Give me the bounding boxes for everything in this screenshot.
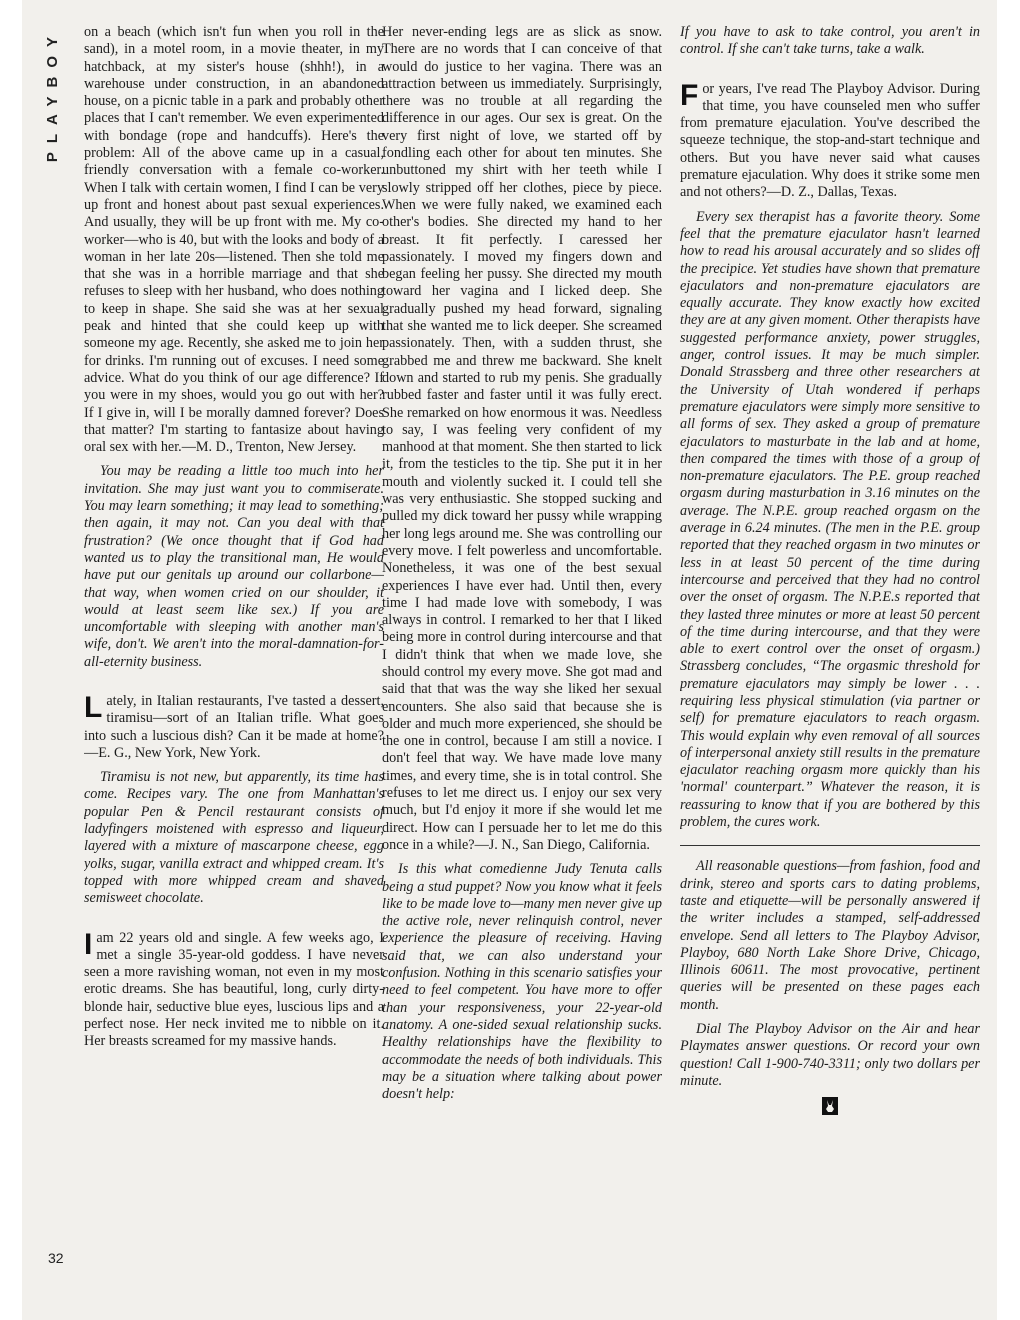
letter-continued: Her never-ending legs are as slick as snow. There are no words that I can conceive of that would do justice to her vagina. There was an attraction between us immediately. Surprisingly, there was no trouble at all regarding the difference in our ages. Our sex is great. On the very first night of love, we started off by fondling each other for about ten minutes. She unbuttoned my shirt with her teeth while I slowly stripped off her clothes, piece by piece. When we were fully naked, we examined each other's bodies. She directed my hand to her breast. It fit perfectly. I caressed her passionately. I moved my fingers down and began feeling her pussy. She directed my mouth toward her vagina and I licked deep. She gradually pushed my head forward, signaling that she wanted me to lick deeper. She screamed passionately. Then, with a sudden thrust, she grabbed me and threw me backward. She knelt down and started to rub my penis. She gradually rubbed faster and faster until it was fully erect. She remarked on how enormous it was. Needless to say, I was feeling very confident of my manhood at that moment. She then started to lick it, from the testicles to the tip. She put it in her mouth and violently sucked it. I could tell she was very enthusiastic. She stopped sucking and pulled my dick toward her pussy while wrapping her long legs around me. She was controlling our every move. I felt powerless and uncomfortable. Nonetheless, it was one of the best sexual experiences I have ever had. Until then, every time I had made love with somebody, I was always in control. I remarked to her that I liked being more in control during intercourse and that I didn't think that when we made love, she should control my every move. She got mad and said that that was the way she liked her sexual encounters. She also said that because she is older and much more experienced, she should be the one in control, because I am still a novice. I don't feel that way. We have made love many times, and every time, she is in total control. She refuses to let me direct us. I enjoy our sex very much, but I'd enjoy it more if she would let me direct. How can I persuade her to let me do this once in a while?—J. N., San Diego, California. xyxy=(382,24,662,853)
submission-notice: All reasonable questions—from fashion, food and drink, stereo and sports cars to dating problems, taste and etiquette—will be personally answered if the writer includes a stamped, self-addressed envelope. Send all letters to The Playboy Advisor, Playboy, 680 North Lake Shore Drive, Chicago, Illinois 60611. The most provocative, pertinent queries will be presented on these pages each month. xyxy=(680,858,980,1013)
letter xyxy=(84,690,384,762)
advisor-answer: You may be reading a little too much into her invitation. She may just want you to commiserate. You may learn something; it may lead to something; then again, it may not. Can you deal with that frustration? (We once thought that if God had wanted us to play the transitional man, He would have put our genitals up around our collarbone—that way, when women cried on our shoulder, it would at least seem like sex.) If you are uncomfortable with sleeping with another man's wife, don't. We aren't into the moral-damnation-for-all-eternity business. xyxy=(84,463,384,670)
phone-promo: Dial The Playboy Advisor on the Air and hear Playmates answer questions. Or record your own question! Call 1-900-740-3311; only two dollars per minute. xyxy=(680,1021,980,1089)
magazine-page xyxy=(22,0,997,1320)
divider xyxy=(680,845,980,846)
column-3 xyxy=(680,24,980,1299)
column-2 xyxy=(382,24,662,1299)
drop-cap: I xyxy=(84,927,93,961)
letter-text: ately, in Italian restaurants, I've tasted a dessert, tiramisu—sort of an Italian trifle. What goes into such a luscious dish? Can it be made at home?—E. G., New York, New York. xyxy=(84,692,384,761)
page-number: 32 xyxy=(48,1250,64,1266)
column-1 xyxy=(84,24,384,1299)
advisor-answer: Tiramisu is not new, but apparently, its time has come. Recipes vary. The one from Manhattan's popular Pen & Pencil restaurant consists of ladyfingers moistened with espresso and liqueur, layered with a mixture of mascarpone cheese, egg yolks, sugar, vanilla extract and whipped cream. It's topped with more whipped cream and shaved semisweet chocolate. xyxy=(84,769,384,907)
advisor-answer-continued: If you have to ask to take control, you aren't in control. If she can't take turns, take a walk. xyxy=(680,24,980,58)
rabbit-head-icon xyxy=(822,1097,838,1115)
letter xyxy=(680,78,980,202)
drop-cap: F xyxy=(680,78,699,112)
advisor-answer: Is this what comedienne Judy Tenuta calls being a stud puppet? Now you know what it feels like to be made love to—many men never give up the active role, never relinquish control, never experience the pleasure of receiving. Having said that, we can also understand your confusion. Nothing in this scenario satisfies your need to feel competent. You have more to offer than your responsiveness, your 22-year-old anatomy. A one-sided sexual relationship sucks. Healthy relationships have the flexibility to accommodate the needs of both individuals. This may be a situation where talking about power doesn't help: xyxy=(382,861,662,1103)
advisor-answer: Every sex therapist has a favorite theory. Some feel that the premature ejaculator hasn't learned how to read his arousal accurately and so slides off the precipice. Yet studies have shown that premature ejaculators and non-premature ejaculators are equally accurate. They know exactly how excited they are at any given moment. Other therapists have suggested performance anxiety, power struggles, anger, control issues. It may be much simpler. Donald Strassberg and three other researchers at the University of Utah wondered if perhaps premature ejaculators were simply more sensitive to all forms of sex. They asked a group of premature ejaculators to masturbate in the lab and at home, then compared the times with those of a group of non-premature ejaculators. The P.E. group reached orgasm during masturbation in 3.16 minutes on the average. The N.P.E. group reached orgasm on the average in 6.24 minutes. (The men in the P.E. group reported that they reached orgasm in two minutes or less in at least 50 percent of the time during intercourse and perceived that they had no control over the onset of orgasm. The N.P.E.s reported that they lasted three minutes or more at least 50 percent of the time during intercourse, and that they were able to exert control over the onset of orgasm.) Strassberg concludes, “The orgasmic threshold for premature ejaculators may simply be lower . . . requiring less physical stimulation (via partner or self) for premature ejaculators to reach orgasm. This would explain why even removal of all sources of interpersonal anxiety still results in the premature ejaculator reaching orgasm more quickly than his 'normal' counterpart.” Whatever the reason, it is reassuring to know that if you are bothered by this problem, the cures work. xyxy=(680,208,980,831)
magazine-name: PLAYBOY xyxy=(44,28,61,163)
letter xyxy=(84,927,384,1051)
letter-text: am 22 years old and single. A few weeks ago, I met a single 35-year-old goddess. I have never seen a more ravishing woman, not even in my most erotic dreams. She has beautiful, long, curly dirty-blonde hair, seductive blue eyes, luscious lips and a perfect nose. Her neck invited me to nibble on it. Her breasts screamed for my massive hands. xyxy=(84,929,384,1050)
letter-continued: on a beach (which isn't fun when you roll in the sand), in a motel room, in a movie theater, in my hatchback, at my sister's house (shhh!), in a warehouse under construction, in an abandoned house, on a picnic table in a park and probably other places that I can't remember. We even experimented with bondage (rope and handcuffs). Here's the problem: All of the above came up in a casual, friendly conversation with a female co-worker. When I talk with certain women, I find I can be very up front and honest about past sexual experiences. And usually, they will be up front with me. My co-worker—who is 40, but with the looks and body of a woman in her late 20s—listened. Then she told me that she was in a horrible marriage and that she refuses to sleep with her husband, who does nothing to keep in shape. She said she was at her sexual peak and hinted that she could keep up with someone my age. Recently, she asked me to join her for drinks. I'm running out of excuses. I need some advice. What do you think of our age difference? If you were in my shoes, would you go out with her? If I give in, will I be morally damned forever? Does that matter? I'm starting to fantasize about having oral sex with her.—M. D., Trenton, New Jersey. xyxy=(84,24,384,456)
letter-text: or years, I've read The Playboy Advisor. During that time, you have counseled men who suffer from premature ejaculation. You've described the squeeze technique, the stop-and-start technique and others. But you have never said what causes premature ejaculation. Why does it strike some men and not others?—D. Z., Dallas, Texas. xyxy=(680,80,980,201)
drop-cap: L xyxy=(84,690,103,724)
